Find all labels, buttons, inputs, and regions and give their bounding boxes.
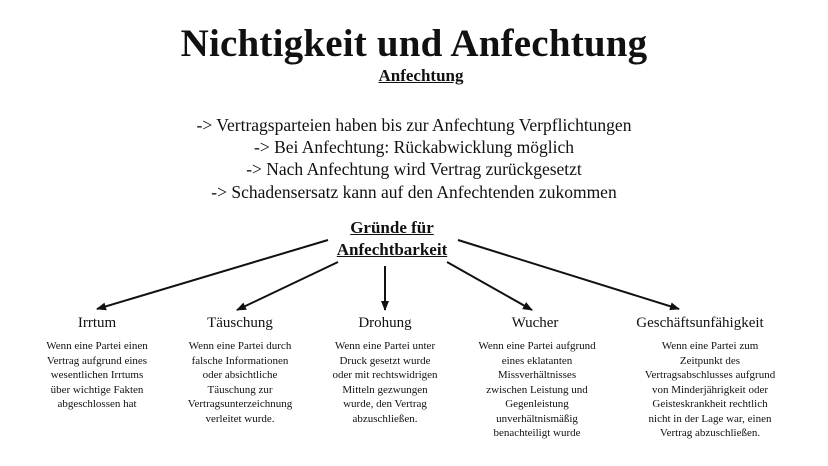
desc-line: Gegenleistung [505,398,569,410]
desc-line: Druck gesetzt wurde [339,354,431,367]
point-2: -> Bei Anfechtung: Rückabwicklung möglich [254,137,574,157]
desc-line: falsche Informationen [191,354,289,367]
center-node-line-1: Gründe für [350,218,434,237]
desc-line: Vertragsabschlusses aufgrund [644,369,776,381]
category-desc-drohung [310,339,460,426]
category-title-wucher: Wucher [511,315,559,331]
category-title-geschaeftsunfaehigkeit: Geschäftsunfähigkeit [636,315,764,331]
desc-line: abgeschlossen hat [57,398,137,410]
desc-line: Vertrag aufgrund eines [46,354,148,367]
desc-line: Zeitpunkt des [679,354,741,367]
category-desc-irrtum [22,339,172,412]
desc-line: abzuschließen. [352,412,418,425]
desc-line: Geisteskrankheit rechtlich [652,398,768,410]
category-title-taeuschung: Täuschung [207,315,273,331]
point-1: -> Vertragsparteien haben bis zur Anfechtung Verpflichtungen [196,115,632,135]
center-node-line-2: Anfechtbarkeit [336,240,448,259]
desc-line: unverhältnismäßig [496,412,578,425]
desc-line: oder mit rechtswidrigen [332,369,438,381]
desc-line: verleitet wurde. [205,412,275,425]
desc-line: nicht in der Lage war, einen [648,412,772,425]
category-title-drohung: Drohung [358,315,412,331]
desc-line: Wenn eine Partei einen [46,340,148,352]
arrow-wucher [447,262,532,310]
category-title-irrtum: Irrtum [77,315,117,331]
desc-line: von Minderjährigkeit oder [651,383,769,396]
section-heading: Anfechtung [378,66,464,85]
arrow-irrtum [97,240,328,309]
desc-line: Vertrag abzuschließen. [659,427,761,439]
arrow-taeuschung [237,262,338,310]
desc-line: eines eklatanten [501,354,573,367]
desc-line: über wichtige Fakten [50,383,144,396]
category-desc-wucher [462,339,612,441]
desc-line: Wenn eine Partei zum [661,340,759,352]
desc-line: Wenn eine Partei unter [334,340,436,352]
category-desc-geschaeftsunfaehigkeit [630,339,790,441]
category-desc-taeuschung [165,339,315,426]
desc-line: Wenn eine Partei durch [188,340,292,352]
page-title: Nichtigkeit und Anfechtung [180,22,648,65]
desc-line: Täuschung zur [207,383,273,396]
desc-line: Vertragsunterzeichnung [187,398,293,410]
point-3: -> Nach Anfechtung wird Vertrag zurückgesetzt [246,159,582,179]
desc-line: oder absichtliche [202,369,278,381]
desc-line: Missverhältnisses [497,369,577,381]
desc-line: Mitteln gezwungen [342,383,428,396]
arrow-geschaeftsunfaehigkeit [458,240,679,309]
desc-line: Wenn eine Partei aufgrund [478,340,596,352]
desc-line: wurde, den Vertrag [343,398,427,410]
desc-line: zwischen Leistung und [486,383,588,396]
desc-line: wesentlichen Irrtums [50,369,144,381]
desc-line: benachteiligt wurde [493,427,581,439]
point-4: -> Schadensersatz kann auf den Anfechtenden zukommen [211,182,617,202]
